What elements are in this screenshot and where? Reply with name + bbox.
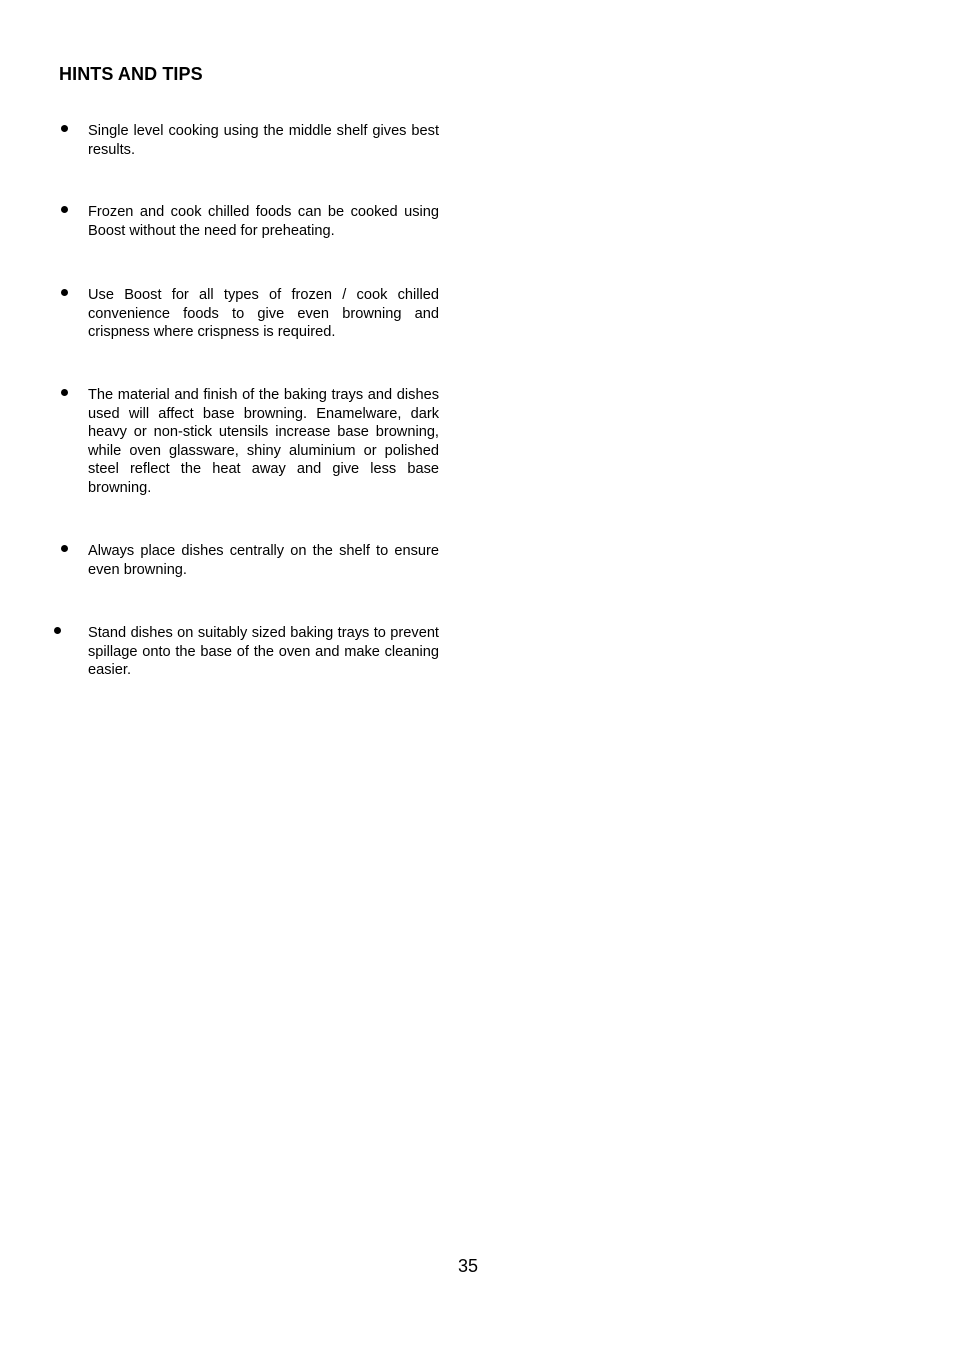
tip-text: Stand dishes on suitably sized baking trays to prevent spillage onto the base of the oven and make cleaning easier. (88, 625, 439, 678)
bullet-icon (54, 627, 61, 634)
tip-text: Use Boost for all types of frozen / cook chilled convenience foods to give even browning and crispness where crispness is required. (88, 287, 439, 340)
section-heading: HINTS AND TIPS (59, 64, 203, 84)
tip-text: Single level cooking using the middle shelf gives best results. (88, 123, 439, 158)
tip-text: Frozen and cook chilled foods can be cooked using Boost without the need for preheating. (88, 204, 439, 239)
bullet-icon (61, 125, 68, 132)
bullet-icon (61, 206, 68, 213)
bullet-icon (61, 545, 68, 552)
bullet-icon (61, 289, 68, 296)
page-number: 35 (457, 1256, 479, 1276)
bullet-icon (61, 389, 68, 396)
tip-text: Always place dishes centrally on the shelf to ensure even browning. (88, 543, 439, 578)
tip-text: The material and finish of the baking trays and dishes used will affect base browning. Enamelware, dark heavy or non-stick utensils increase base browning, while oven glassware, shiny aluminium or polished steel reflect the heat away and give less base browning. (88, 387, 439, 496)
